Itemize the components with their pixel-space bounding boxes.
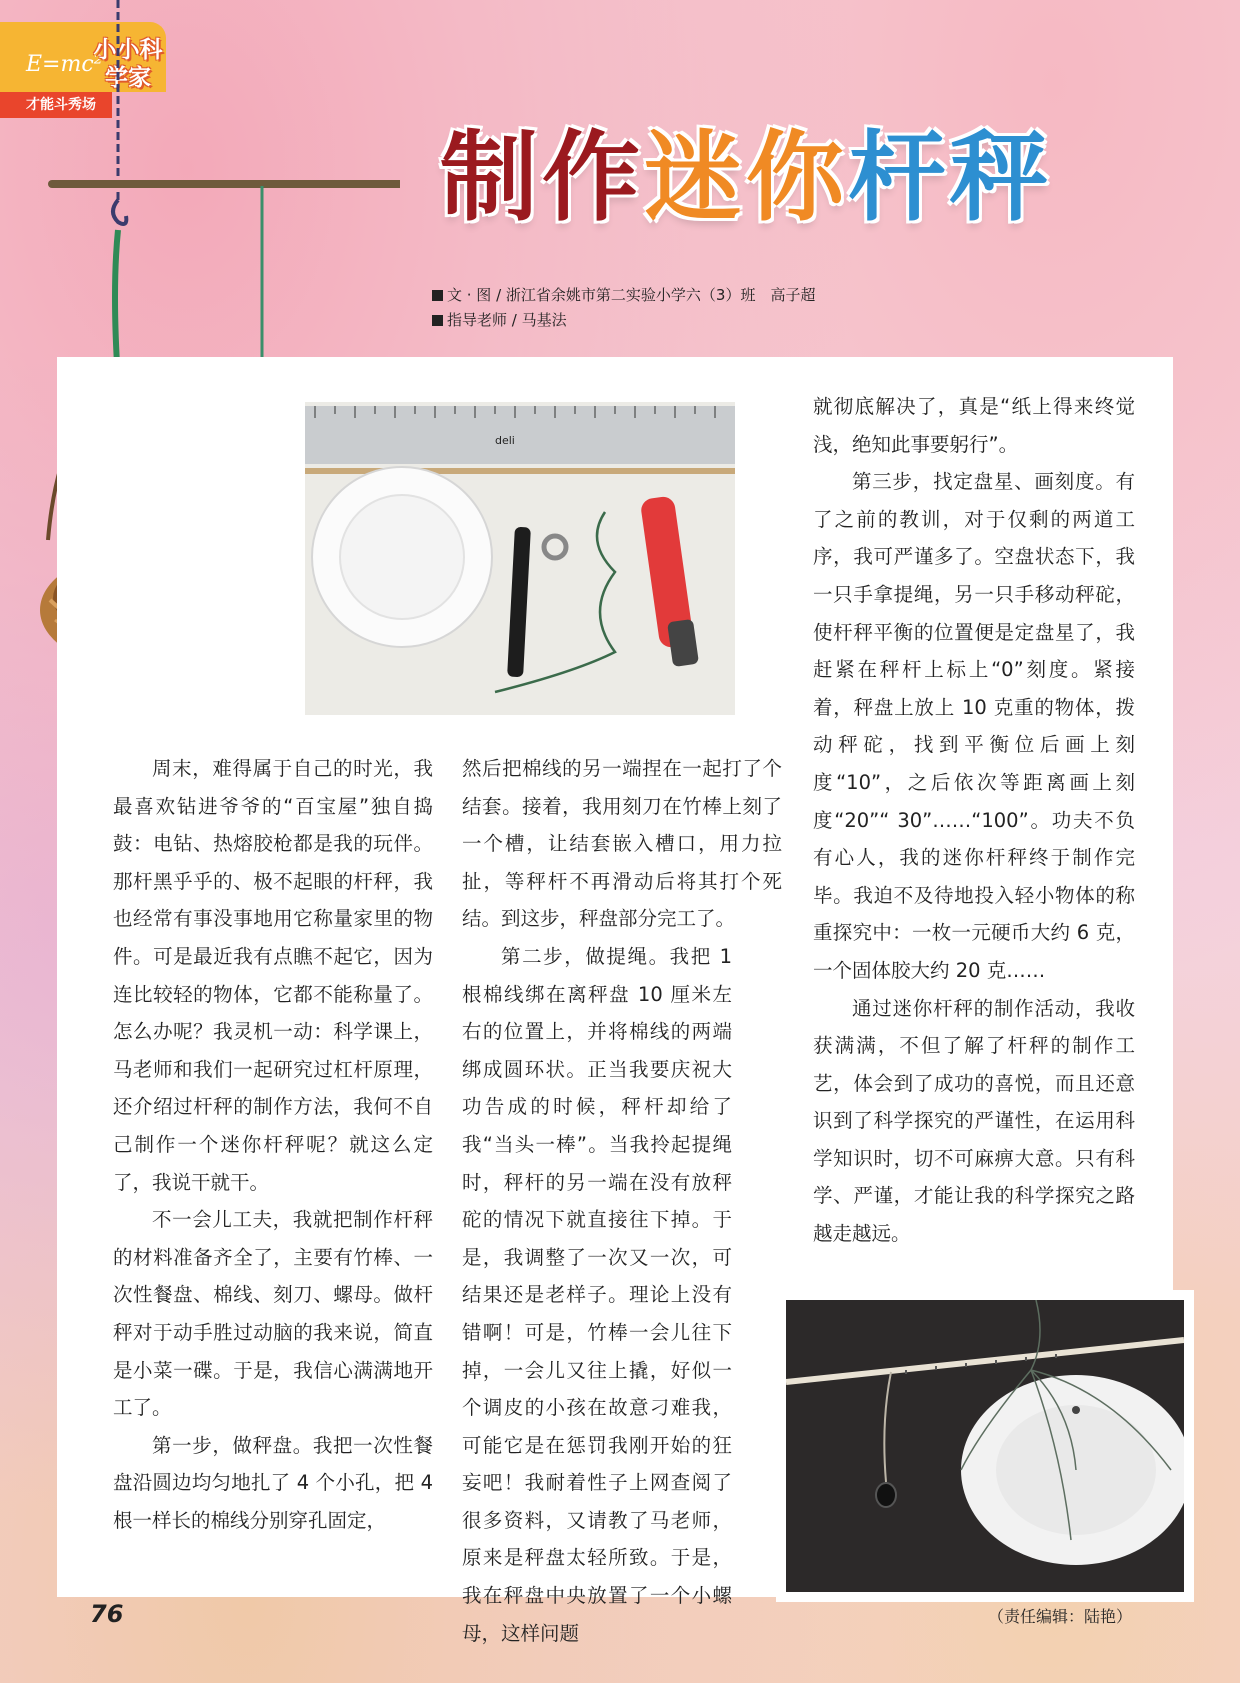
title-part-1: 制作 — [440, 120, 645, 235]
paragraph: 不一会儿工夫，我就把制作杆秤的材料准备齐全了，主要有竹棒、一次性餐盘、棉线、刻刀、螺母。做杆秤对于动手胜过动脑的我来说，简直是小菜一碟。于是，我信心满满地开工了。 — [113, 1208, 433, 1420]
materials-photo — [305, 402, 735, 715]
paragraph: 第二步，做提绳。我把 1 根棉线绑在离秤盘 10 厘米左右的位置上，并将棉线的两端绑成圆环状。正当我要庆祝大功告成的时候，秤杆却给了我“当头一棒”。当我拎起提绳时，秤杆的另一端在没有放秤砣的情况下就直接往下掉。于是，我调整了一次又一次，可结果还是老样子。理论上没有错啊！可是，竹棒一会儿往下掉，一会儿又往上撬，好似一个调皮的小孩在故意刁难我，可能它是在惩罚我刚开始的狂妄吧！我耐着性子上网查阅了很多资料，又请教了马老师，原来是秤盘太轻所致。于是，我在秤盘中央放置了一个小螺母，这样问题 — [462, 944, 732, 1645]
paragraph: 通过迷你杆秤的制作活动，我收获满满，不但了解了杆秤的制作工艺，体会到了成功的喜悦，而且还意识到了科学探究的严谨性，在运用科学知识时，切不可麻痹大意。只有科学、严谨，才能让我的科学探究之路越走越远。 — [813, 996, 1135, 1246]
badge-title: 小小科学家 — [93, 37, 163, 91]
paragraph: 第三步，找定盘星、画刻度。有了之前的教训，对于仅剩的两道工序，我可严谨多了。空盘状态下，我一只手拿提绳，另一只手移动秤砣，使杆秤平衡的位置便是定盘星了，我赶紧在秤杆上标上“0”刻度。紧接着，秤盘上放上 10 克重的物体，拨动秤砣，找到平衡位后画上刻度“10”，之后依次等距离画上刻度“20”“ 30”……“100”。功夫不负有心人，我的迷你杆秤终于制作完毕。我迫不及待地投入轻小物体的称重探究中：一枚一元硬币大约 6 克，一个固体胶大约 20 克…… — [813, 470, 1135, 982]
square-bullet-icon — [432, 315, 443, 326]
square-bullet-icon — [432, 290, 443, 301]
badge-section-label: 才能斗秀场 — [0, 92, 112, 118]
byline — [432, 283, 815, 333]
ruler-brand: deli — [495, 434, 515, 447]
title-part-3: 杆秤 — [848, 120, 1053, 235]
article-title — [440, 118, 1052, 238]
article-column-2 — [462, 750, 782, 1652]
balance-beam-icon — [48, 180, 400, 188]
badge-formula: E=mc² — [26, 52, 103, 77]
ruler-icon — [305, 406, 735, 464]
page-number: 76 — [90, 1600, 124, 1628]
editor-credit: （责任编辑：陆艳） — [987, 1607, 1132, 1626]
paper-plate-icon — [312, 467, 492, 647]
article-column-1 — [113, 750, 433, 1539]
paragraph: 就彻底解决了，真是“纸上得来终觉浅，绝知此事要躬行”。 — [813, 395, 1135, 456]
article-column-3 — [813, 388, 1135, 1253]
advisor-line: 指导老师 / 马基法 — [432, 308, 815, 333]
author-line: 文 · 图 / 浙江省余姚市第二实验小学六（3）班 高子超 — [432, 283, 815, 308]
paragraph: 第一步，做秤盘。我把一次性餐盘沿圆边均匀地扎了 4 个小孔，把 4 根一样长的棉线分别穿孔固定， — [113, 1433, 433, 1532]
title-part-2: 迷你 — [644, 120, 849, 235]
chain-icon — [113, 0, 126, 224]
paragraph: 周末，难得属于自己的时光，我最喜欢钻进爷爷的“百宝屋”独自捣鼓：电钻、热熔胶枪都是我的玩伴。那杆黑乎乎的、极不起眼的杆秤，我也经常有事没事地用它称量家里的物件。可是最近我有点瞧不起它，因为连比较轻的物体，它都不能称量了。怎么办呢？我灵机一动：科学课上，马老师和我们一起研究过杠杆原理，还介绍过杆秤的制作方法，我何不自己制作一个迷你杆秤呢？就这么定了，我说干就干。 — [113, 757, 433, 1194]
paragraph: 然后把棉线的另一端捏在一起打了个结套。接着，我用刻刀在竹棒上刻了一个槽，让结套嵌入槽口，用力拉扯，等秤杆不再滑动后将其打个死结。到这步，秤盘部分完工了。 — [462, 757, 782, 931]
finished-steelyard-photo — [776, 1290, 1194, 1602]
